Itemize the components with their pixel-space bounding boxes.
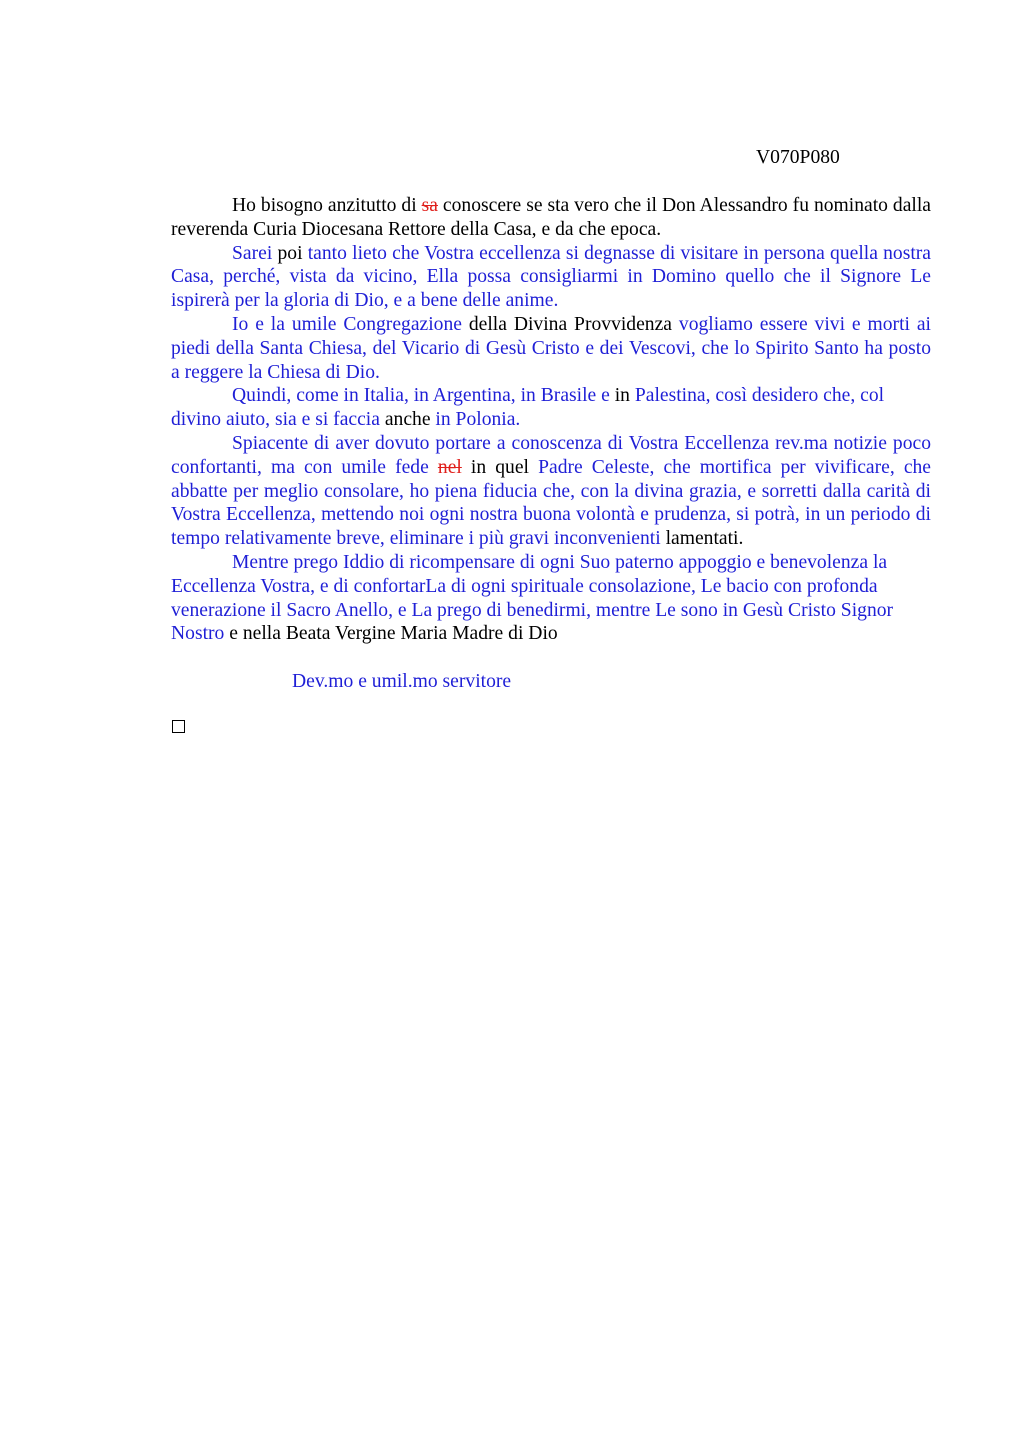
text-segment: della Divina Provvidenza — [461, 313, 679, 335]
text-segment: lamentati. — [660, 528, 744, 550]
closing-signature: Dev.mo e umil.mo servitore — [292, 671, 512, 693]
text-segment: anche — [379, 409, 436, 431]
paragraph-6 — [171, 551, 931, 646]
text-segment: Quindi, come in Italia, in Argentina, in Brasile e — [232, 385, 610, 407]
text-segment: Spiacente di aver dovuto portare a conoscenza di Vostra Eccellenza rev.ma notizie poco confortanti, ma con umile fede — [171, 432, 931, 478]
text-segment: in quel — [461, 456, 539, 478]
page-id: V070P080 — [756, 147, 840, 168]
text-segment: poi — [272, 242, 308, 264]
paragraph-2 — [171, 242, 931, 313]
deleted-word: sa — [421, 195, 438, 216]
empty-square-icon — [172, 720, 185, 733]
text-segment: conoscere se sta vero che il Don Alessandro fu nominato dalla reverenda Curia Diocesana Rettore della Casa, e da che epoca. — [171, 195, 931, 240]
paragraph-1 — [171, 194, 931, 242]
text-segment: Sarei — [232, 242, 273, 264]
paragraph-4 — [171, 384, 931, 432]
text-segment: Ho bisogno anzitutto di — [232, 195, 422, 216]
text-segment: Palestina, così desidero che, col divino aiuto, sia e si faccia — [171, 385, 885, 431]
paragraph-3 — [171, 313, 931, 384]
text-segment: Padre Celeste, che mortifica per vivificare, che abbatte per meglio consolare, ho piena fiducia che, con la divina grazia, e sorretti dalla carità di Vostra Eccellenza, mettendo noi ogni nostra buona volontà e prudenza, si potrà, in un periodo di tempo relativamente breve, eliminare i più gravi inconvenienti — [171, 456, 932, 550]
letter-body — [171, 194, 931, 694]
text-segment: in Polonia. — [435, 409, 521, 431]
text-segment: in — [609, 385, 635, 407]
deleted-word: nel — [437, 456, 462, 478]
paragraph-5 — [171, 432, 931, 551]
text-segment: e nella Beata Vergine Maria Madre di Dio — [224, 623, 558, 645]
text-segment: tanto lieto che Vostra eccellenza si degnasse di visitare in persona quella nostra Casa, perché, vista da vicino, Ella possa consigliarmi in Domino quello che il Signore Le ispirerà per la gloria di Dio, e a bene delle anime. — [171, 242, 931, 312]
text-segment: Io e la umile Congregazione — [232, 313, 462, 335]
text-segment: vogliamo essere vivi e morti ai piedi della Santa Chiesa, del Vicario di Gesù Cristo e dei Vescovi, che lo Spirito Santo ha posto a reggere la Chiesa di Dio. — [171, 313, 931, 383]
text-segment: Mentre prego Iddio di ricompensare di ogni Suo paterno appoggio e benevolenza la Eccellenza Vostra, e di confortarLa di ogni spirituale consolazione, Le bacio con profonda venerazione il Sacro Anello, e La prego di benedirmi, mentre Le sono in Gesù Cristo Signor Nostro — [171, 551, 894, 645]
